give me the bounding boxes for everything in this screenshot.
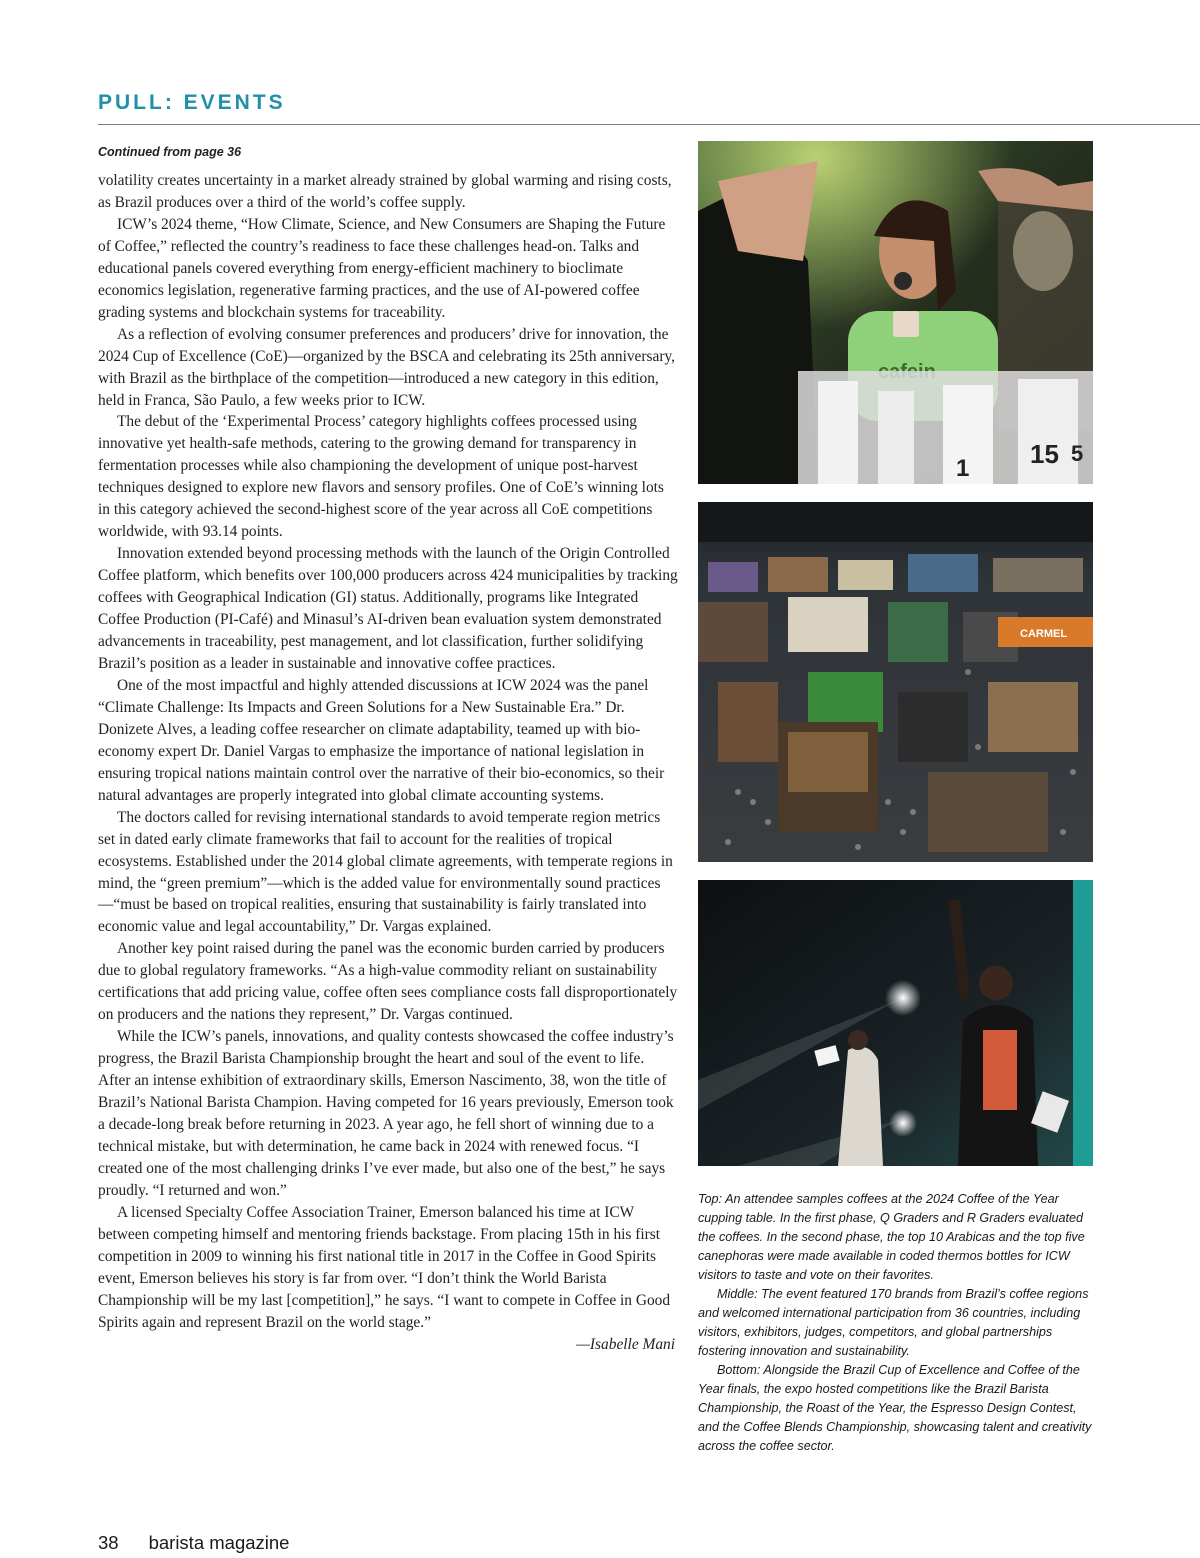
section-heading: PULL: EVENTS	[98, 91, 286, 114]
article-byline: —Isabelle Mani	[576, 1335, 675, 1353]
article-paragraph: The debut of the ‘Experimental Process’ category highlights coffees processed using innovative yet health-safe methods, catering to the growing demand for transparency in fermentation processes while also championing the development of unique post-harvest techniques designed to explore new flavors and sensory profiles. One of CoE’s winning lots in this category achieved the second-highest score of the year across all CoE competitions worldwide, with 93.14 points.	[98, 413, 664, 541]
article-paragraph: The doctors called for revising international standards to avoid temperate region metrics set in dated early climate frameworks that fail to account for the realities of tropical ecosystems. Established under the 2014 global climate agreements, with temperate regions in mind, the “green premium”—which is the added value for environmentally sound practices—“must be based on tropical realities, ensuring that sustainability is fairly translated into economic value and legal accountability,” Dr. Vargas explained.	[98, 808, 673, 936]
article-paragraph: ICW’s 2024 theme, “How Climate, Science, and New Consumers are Shaping the Future of Coffee,” reflected the country’s readiness to face these challenges head-on. Talks and educational panels covered everything from energy-efficient machinery to bioclimate economics legislation, regenerative farming practices, and the use of AI-powered coffee grading systems and blockchain systems for traceability.	[98, 215, 666, 321]
cup-number: 1	[956, 455, 970, 482]
cup-number: 15	[1030, 439, 1059, 469]
article-body	[98, 170, 678, 1355]
continued-note: Continued from page 36	[98, 145, 242, 159]
article-paragraph: A licensed Specialty Coffee Association Trainer, Emerson balanced his time at ICW between competing himself and mentoring friends backstage. From placing 15th in his first competition in 2009 to winning his first national title in 2017 in the Coffee in Good Spirits event, Emerson believes his story is far from over. “I don’t think the World Barista Championship will be my last [competition],” he says. “I want to compete in Coffee in Good Spirits again and represent Brazil on the world stage.”	[98, 1203, 671, 1331]
photo-cupping-attendee	[698, 141, 1093, 484]
booth-sign: CARMEL	[1020, 628, 1068, 640]
article-paragraph: volatility creates uncertainty in a market already strained by global warming and rising costs, as Brazil produces over a third of the world’s coffee supply.	[98, 172, 672, 211]
publication-name: barista magazine	[148, 1532, 290, 1553]
caption-bottom: Bottom: Alongside the Brazil Cup of Excellence and Coffee of the Year finals, the expo hosted competitions like the Brazil Barista Championship, the Roast of the Year, the Espresso Design Contest, and the Coffee Blends Championship, showcasing talent and creativity across the coffee sector.	[698, 1363, 1092, 1453]
photo-captions	[698, 1190, 1098, 1456]
header-rule	[98, 124, 1200, 125]
caption-top: Top: An attendee samples coffees at the 2024 Coffee of the Year cupping table. In the first phase, Q Graders and R Graders evaluated the coffees. In the second phase, the top 10 Arabicas and the top five canephoras were made available in coded thermos bottles for ICW visitors to taste and vote on their favorites.	[698, 1192, 1085, 1282]
article-paragraph: While the ICW’s panels, innovations, and quality contests showcased the coffee industry’s progress, the Brazil Barista Championship brought the heart and soul of the event to life. After an intense exhibition of extraordinary skills, Emerson Nascimento, 38, won the title of Brazil’s National Barista Champion. Having competed for 16 years previously, Emerson took a decade-long break before returning in 2023. A year ago, he fell short of winning due to a technical mistake, but with determination, he came back in 2024 with renewed focus. “I created one of the most challenging drinks I’ve ever made, but also one of the best,” he says proudly. “I returned and won.”	[98, 1028, 674, 1199]
cup-number: 5	[1071, 441, 1084, 466]
article-paragraph: As a reflection of evolving consumer preferences and producers’ drive for innovation, the 2024 Cup of Excellence (CoE)—organized by the BSCA and celebrating its 25th anniversary, with Brazil as the birthplace of the competition—introduced a new category in this edition, held in Franca, São Paulo, a few weeks prior to ICW.	[98, 325, 676, 409]
article-paragraph: Innovation extended beyond processing methods with the launch of the Origin Controlled Coffee platform, which benefits over 100,000 producers across 424 municipalities by tracking coffees with Geographical Indication (GI) status. Additionally, programs like Integrated Coffee Production (PI-Café) and Minasul’s AI-driven bean evaluation system demonstrated advancements in traceability, pest management, and lot classification, further solidifying Brazil’s position as a leader in sustainable and innovative coffee practices.	[98, 545, 678, 672]
article-paragraph: Another key point raised during the panel was the economic burden carried by producers due to global regulatory frameworks. “As a high-value commodity reliant on sustainability certifications that add pricing value, coffee often sees compliance costs fall disproportionately on producers and the nations they represent,” Dr. Vargas continued.	[98, 940, 678, 1024]
caption-middle: Middle: The event featured 170 brands from Brazil’s coffee regions and welcomed international participation from 36 countries, including visitors, exhibitors, judges, competitors, and global partnerships fostering innovation and sustainability.	[698, 1287, 1089, 1358]
page-number: 38	[98, 1532, 119, 1553]
photo-expo-floor	[698, 502, 1093, 862]
page-footer	[98, 1532, 289, 1554]
photo-stage-awards	[698, 880, 1093, 1166]
article-paragraph: One of the most impactful and highly attended discussions at ICW 2024 was the panel “Climate Challenge: Its Impacts and Green Solutions for a New Sustainable Era.” Dr. Donizete Alves, a leading coffee researcher on climate adaptability, teamed up with bio-economy expert Dr. Daniel Vargas to emphasize the importance of national legislation in ensuring tropical nations maintain control over the narrative of their bio-economics, so their natural advantages are properly integrated into global climate accounting systems.	[98, 676, 665, 804]
